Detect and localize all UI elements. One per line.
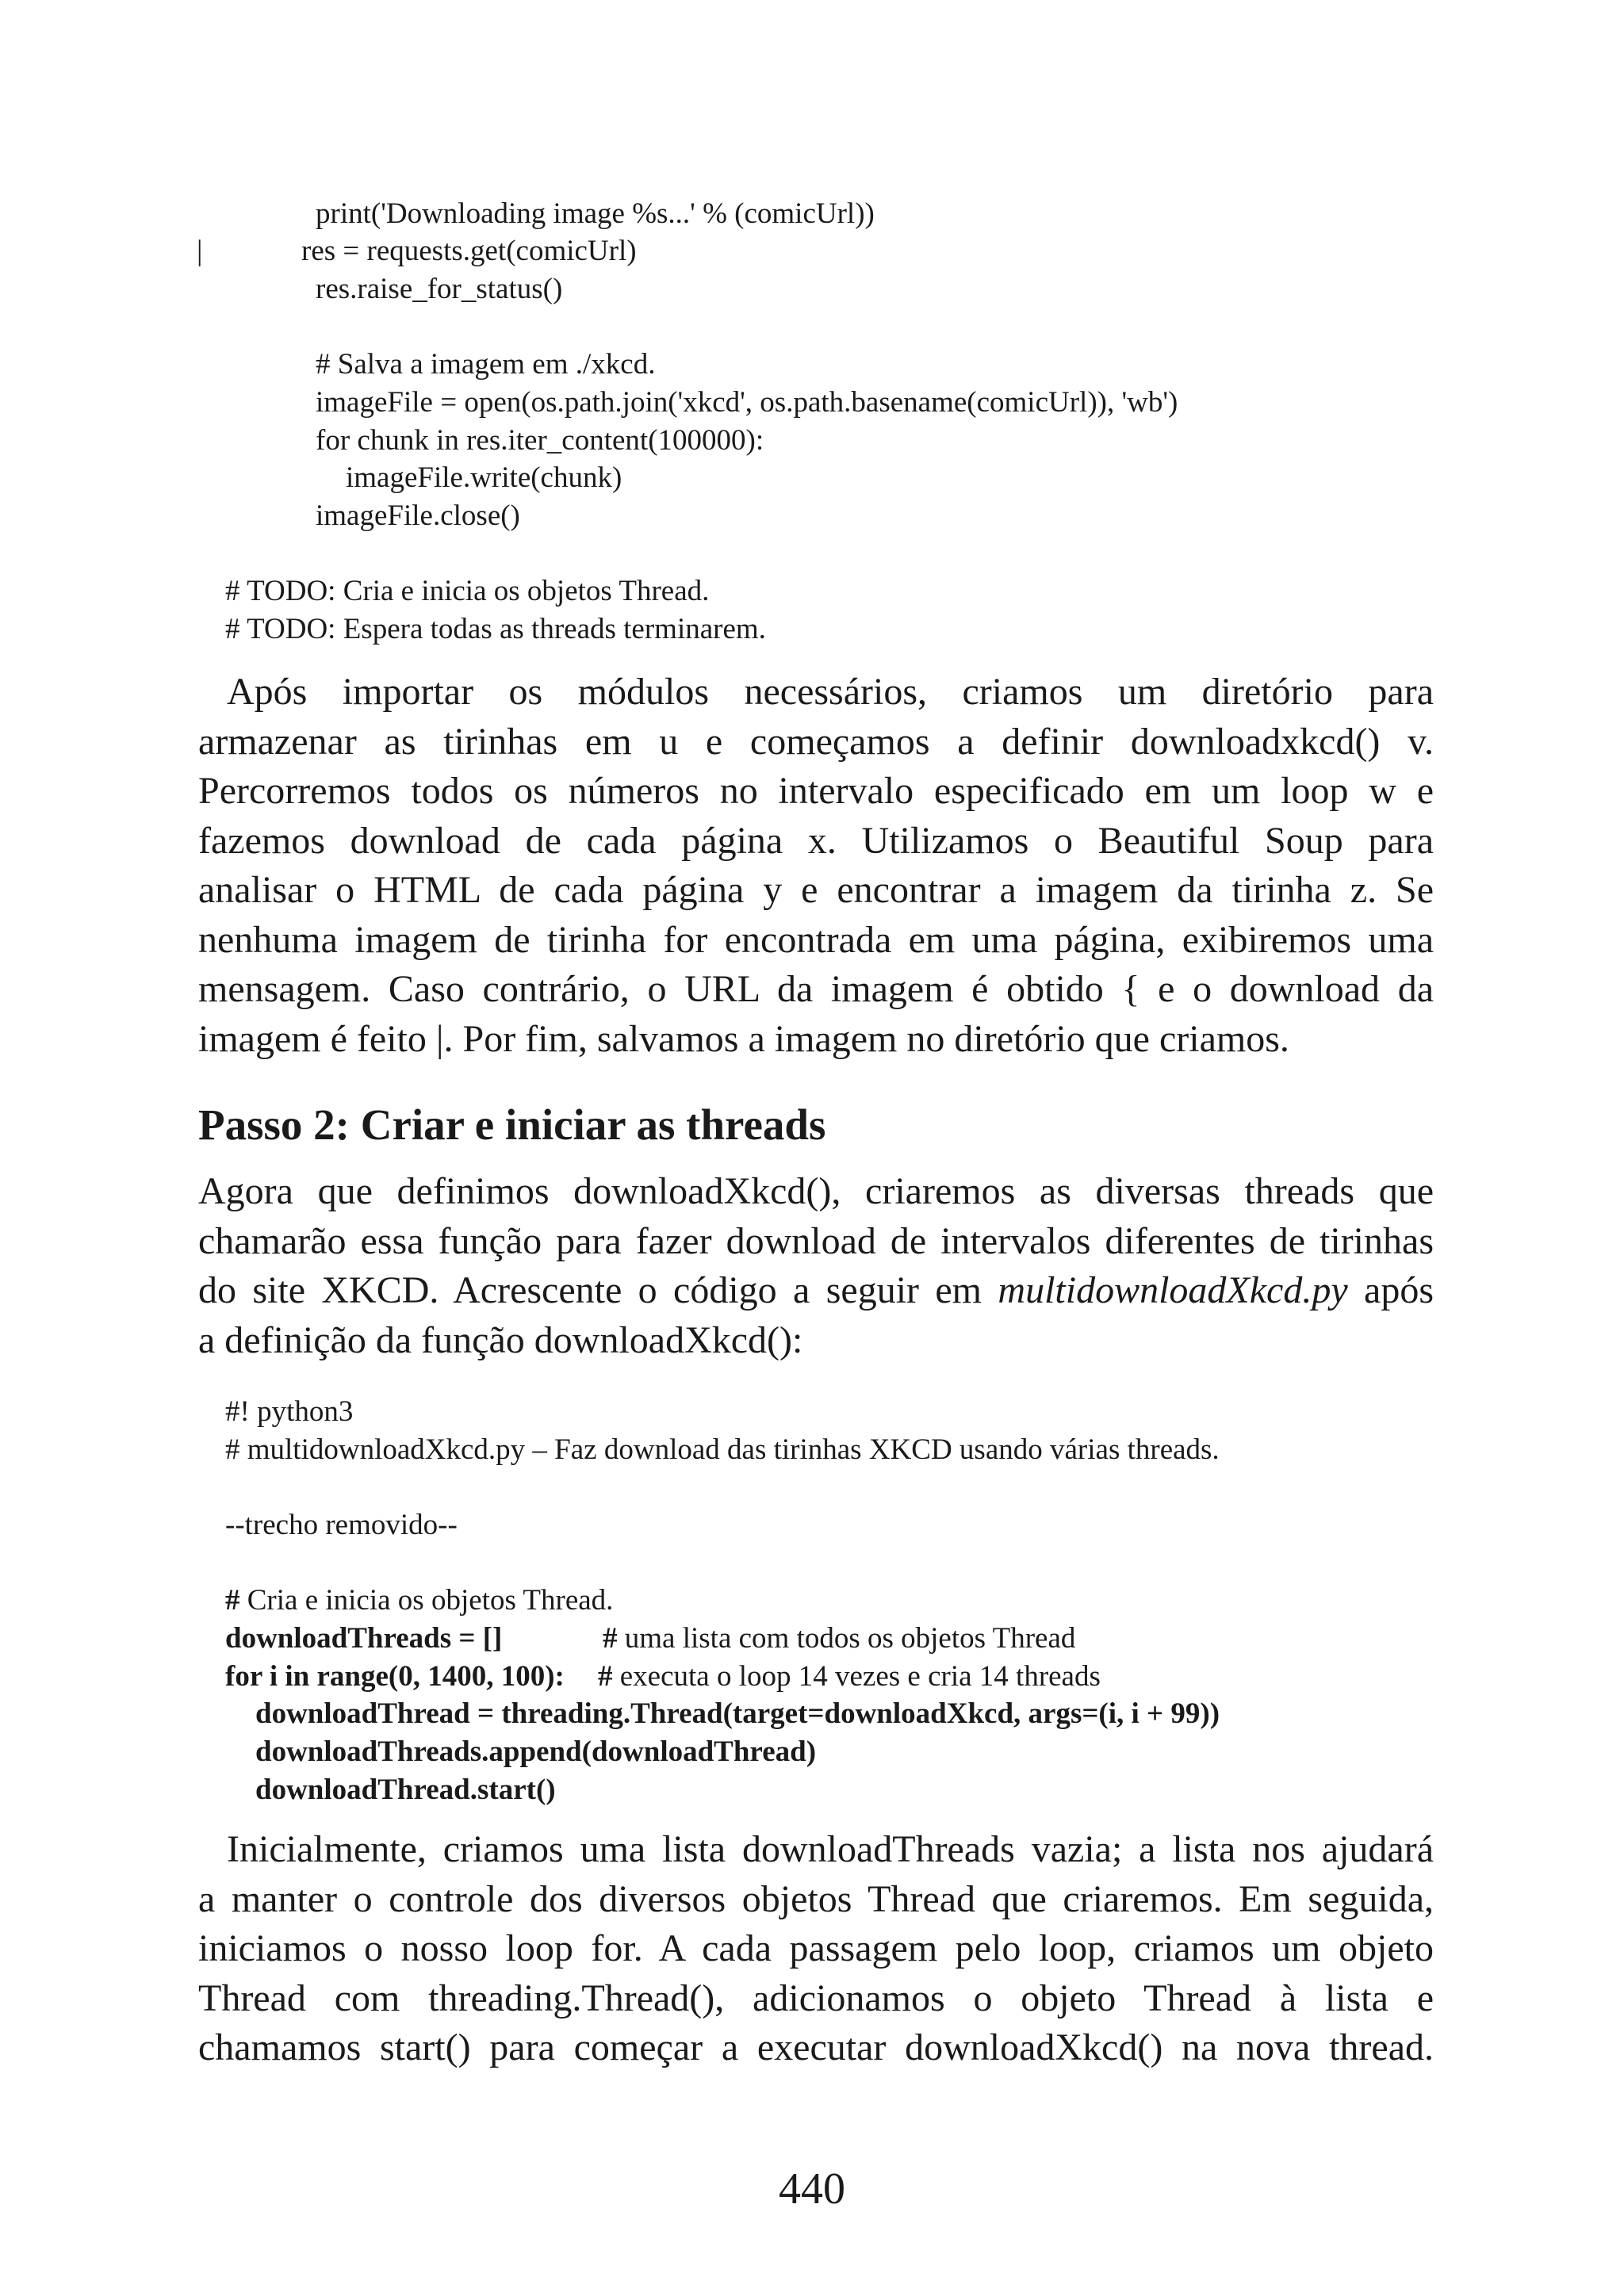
paragraph-line: mensagem. Caso contrário, o URL da imagem é obtido { e o download da [198,968,1434,1010]
paragraph-line: analisar o HTML de cada página y e encontrar a imagem da tirinha z. Se [198,869,1434,911]
paragraph-line: a definição da função downloadXkcd(): [198,1318,803,1361]
code-shebang: #! python3 [225,1395,354,1428]
paragraph-1 [198,668,1434,1064]
code-comment: # TODO: Espera todas as threads terminarem. [225,613,766,645]
code-line: for chunk in res.iter_content(100000): [316,424,764,457]
code-line [255,1771,556,1809]
code-comment-text: uma lista com todos os objetos Thread [624,1622,1076,1655]
code-line: imageFile.write(chunk) [346,461,622,494]
paragraph-line: fazemos download de cada página x. Utilizamos o Beautiful Soup para [198,819,1434,862]
code-line [225,1620,502,1658]
code-hash: # [225,1584,240,1617]
paragraph-line: armazenar as tirinhas em u e começamos a definir downloadxkcd() v. [198,720,1434,763]
code-comment: # TODO: Cria e inicia os objetos Thread. [225,575,710,607]
code-line [225,1658,565,1696]
code-line [255,1695,1220,1733]
paragraph-line-with-filename [198,1266,1434,1316]
section-heading: Passo 2: Criar e iniciar as threads [198,1100,826,1149]
paragraph-3 [198,1825,1434,2073]
paragraph-line: Agora que definimos downloadXkcd(), criaremos as diversas threads que [198,1170,1434,1212]
filename-italic: multidownloadXkcd.py [998,1269,1348,1311]
code-hash: # [598,1660,613,1693]
code-bold: for i in range(0, 1400, 100): [225,1660,565,1693]
code-comment: # multidownloadXkcd.py – Faz download das tirinhas XKCD usando várias threads. [225,1433,1220,1466]
code-bold: downloadThread = threading.Thread(target=downloadXkcd, args=(i, i + 99)) [255,1697,1220,1730]
code-line: # Salva a imagem em ./xkcd. [316,348,656,381]
code-line: imageFile = open(os.path.join('xkcd', os.path.basename(comicUrl)), 'wb') [316,386,1178,419]
text-segment: após [1364,1269,1434,1311]
code-line: imageFile.close() [316,499,520,532]
page-number: 440 [779,2164,845,2214]
code-inline-comment [598,1658,1101,1696]
paragraph-line: chamamos start() para começar a executar downloadXkcd() na nova thread. [198,2026,1434,2068]
margin-mark: | [197,235,203,267]
code-line: res.raise_for_status() [316,273,563,305]
code-removed-marker: --trecho removido-- [225,1509,458,1541]
paragraph-line: Após importar os módulos necessários, criamos um diretório para [227,671,1434,713]
code-line: print('Downloading image %s...' % (comicUrl)) [316,197,875,230]
paragraph-line: chamarão essa função para fazer download de intervalos diferentes de tirinhas [198,1219,1434,1262]
paragraph-line: imagem é feito |. Por fim, salvamos a imagem no diretório que criamos. [198,1017,1289,1060]
text-segment: do site XKCD. Acrescente o código a seguir em [198,1269,982,1311]
code-bold: downloadThreads.append(downloadThread) [255,1735,817,1768]
paragraph-line: Percorremos todos os números no intervalo especificado em um loop w e [198,770,1434,812]
paragraph-line: a manter o controle dos diversos objetos Thread que criaremos. Em seguida, [198,1877,1434,1920]
code-line [255,1733,816,1771]
paragraph-line: Inicialmente, criamos uma lista downloadThreads vazia; a lista nos ajudará [227,1828,1434,1870]
code-comment-text: executa o loop 14 vezes e cria 14 threads [619,1660,1101,1693]
code-comment-text: Cria e inicia os objetos Thread. [239,1584,614,1617]
paragraph-2 [198,1167,1434,1365]
paragraph-line: Thread com threading.Thread(), adicionamos o objeto Thread à lista e [198,1976,1434,2019]
paragraph-line: nenhuma imagem de tirinha for encontrada em uma página, exibiremos uma [198,918,1434,961]
code-bold: downloadThread.start() [255,1774,556,1806]
code-comment [225,1582,613,1620]
code-bold: downloadThreads = [] [225,1622,503,1655]
code-inline-comment [603,1620,1075,1658]
code-hash: # [603,1622,618,1655]
code-line: res = requests.get(comicUrl) [301,235,637,267]
paragraph-line: iniciamos o nosso loop for. A cada passagem pelo loop, criamos um objeto [198,1927,1434,1969]
